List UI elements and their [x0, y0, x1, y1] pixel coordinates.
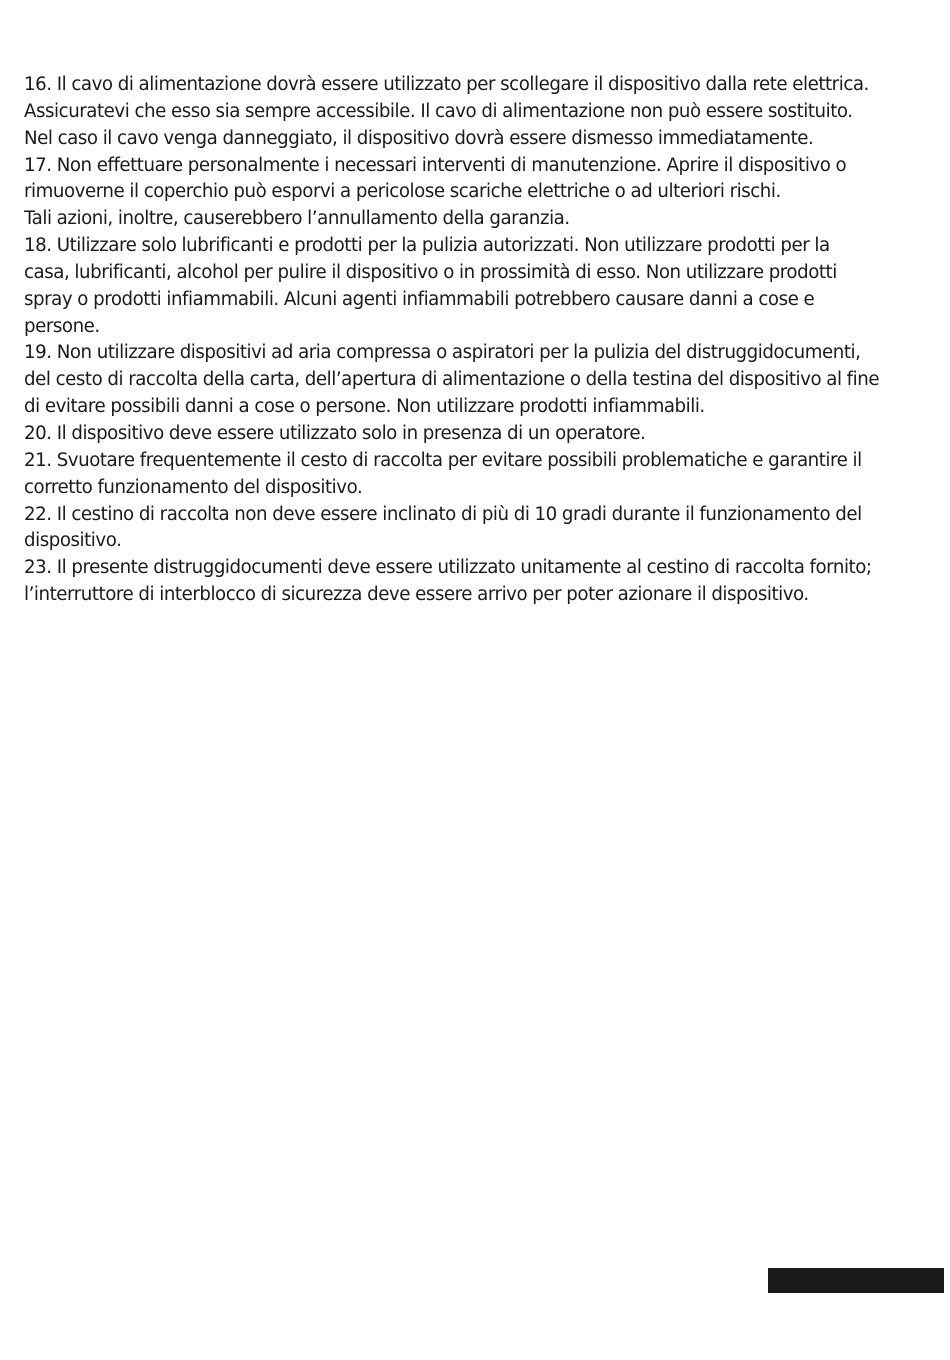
text-line: rimuoverne il coperchio può esporvi a pericolose scariche elettriche o ad ulteriori rischi. — [24, 181, 781, 203]
text-line: 17. Non effettuare personalmente i necessari interventi di manutenzione. Aprire il dispositivo o — [24, 154, 847, 176]
instructions-text — [24, 72, 942, 609]
text-line: 23. Il presente distruggidocumenti deve essere utilizzato unitamente al cestino di raccolta fornito; — [24, 557, 872, 579]
text-line: del cesto di raccolta della carta, dell’apertura di alimentazione o della testina del dispositivo al fine — [24, 369, 880, 391]
text-line: persone. — [24, 315, 100, 337]
text-line: corretto funzionamento del dispositivo. — [24, 476, 363, 498]
text-line: dispositivo. — [24, 530, 122, 552]
text-line: 21. Svuotare frequentemente il cesto di raccolta per evitare possibili problematiche e garantire il — [24, 449, 862, 471]
text-line: 19. Non utilizzare dispositivi ad aria compressa o aspiratori per la pulizia del distruggidocumenti, — [24, 342, 861, 364]
text-line: Tali azioni, inoltre, causerebbero l’annullamento della garanzia. — [24, 208, 570, 230]
text-line: casa, lubrificanti, alcohol per pulire il dispositivo o in prossimità di esso. Non utilizzare prodotti — [24, 261, 837, 283]
text-line: 20. Il dispositivo deve essere utilizzato solo in presenza di un operatore. — [24, 422, 646, 444]
text-line: di evitare possibili danni a cose o persone. Non utilizzare prodotti infiammabili. — [24, 396, 705, 418]
text-line: Nel caso il cavo venga danneggiato, il dispositivo dovrà essere dismesso immediatamente. — [24, 127, 814, 149]
page-footer-bar — [768, 1268, 944, 1293]
text-line: l’interruttore di interblocco di sicurezza deve essere arrivo per poter azionare il dispositivo. — [24, 584, 809, 606]
text-line: spray o prodotti infiammabili. Alcuni agenti infiammabili potrebbero causare danni a cose e — [24, 288, 815, 310]
text-line: 18. Utilizzare solo lubrificanti e prodotti per la pulizia autorizzati. Non utilizzare prodotti per la — [24, 235, 830, 257]
text-line: 22. Il cestino di raccolta non deve essere inclinato di più di 10 gradi durante il funzionamento del — [24, 503, 862, 525]
text-line: 16. Il cavo di alimentazione dovrà essere utilizzato per scollegare il dispositivo dalla rete elettrica. — [24, 74, 869, 95]
text-line: Assicuratevi che esso sia sempre accessibile. Il cavo di alimentazione non può essere sostituito. — [24, 100, 853, 122]
